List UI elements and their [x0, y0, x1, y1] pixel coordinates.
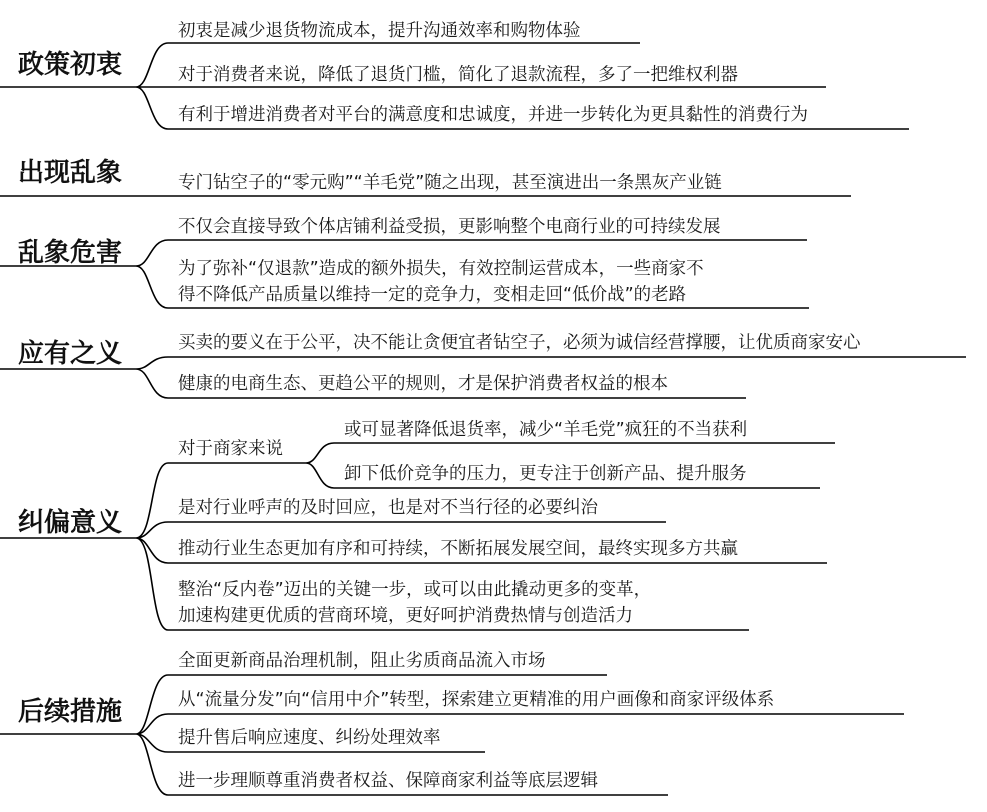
branch-text: 买卖的要义在于公平，决不能让贪便宜者钻空子，必须为诚信经营撑腰，让优质商家安心	[178, 333, 861, 353]
branch-sub-label: 对于商家来说	[178, 439, 283, 459]
branch-text-line: 整治“反内卷”迈出的关键一步，或可以由此撬动更多的变革，	[178, 580, 652, 600]
branch-text: 有利于增进消费者对平台的满意度和忠诚度，并进一步转化为更具黏性的消费行为	[178, 105, 808, 125]
branch-text	[178, 577, 651, 629]
branch-text: 推动行业生态更加有序和可持续，不断拓展发展空间，最终实现多方共赢	[178, 539, 738, 559]
branch-text	[178, 256, 704, 308]
branch-text: 卸下低价竞争的压力，更专注于创新产品、提升服务	[344, 464, 747, 484]
branch-text: 进一步理顺尊重消费者权益、保障商家利益等底层逻辑	[178, 771, 598, 791]
branch-text: 专门钻空子的“零元购”“羊毛党”随之出现，甚至演进出一条黑灰产业链	[178, 173, 722, 193]
section-title-chaos-emerges: 出现乱象	[18, 158, 123, 188]
branch-text-line: 为了弥补“仅退款”造成的额外损失，有效控制运营成本，一些商家不	[178, 259, 704, 279]
section-title-policy-intent: 政策初衷	[18, 50, 123, 80]
branch-text: 初衷是减少退货物流成本，提升沟通效率和购物体验	[178, 21, 581, 41]
branch-text: 全面更新商品治理机制，阻止劣质商品流入市场	[178, 651, 546, 671]
branch-text: 健康的电商生态、更趋公平的规则，才是保护消费者权益的根本	[178, 374, 668, 394]
branch-text: 对于消费者来说，降低了退货门槛，简化了退款流程，多了一把维权利器	[178, 65, 738, 85]
section-title-proper-meaning: 应有之义	[18, 339, 123, 369]
branch-text: 是对行业呼声的及时回应，也是对不当行径的必要纠治	[178, 498, 598, 518]
branch-text: 提升售后响应速度、纠纷处理效率	[178, 728, 441, 748]
section-title-correction-significance: 纠偏意义	[18, 508, 123, 538]
branch-text: 从“流量分发”向“信用中介”转型，探索建立更精准的用户画像和商家评级体系	[178, 690, 775, 710]
branch-text: 或可显著降低退货率，减少“羊毛党”疯狂的不当获利	[344, 420, 748, 440]
branch-text-line: 加速构建更优质的营商环境，更好呵护消费热情与创造活力	[178, 606, 633, 626]
section-title-follow-up-measures: 后续措施	[18, 697, 123, 727]
branch-text: 不仅会直接导致个体店铺利益受损，更影响整个电商行业的可持续发展	[178, 217, 721, 237]
section-title-chaos-harm: 乱象危害	[18, 238, 123, 268]
branch-text-line: 得不降低产品质量以维持一定的竞争力，变相走回“低价战”的老路	[178, 285, 687, 305]
